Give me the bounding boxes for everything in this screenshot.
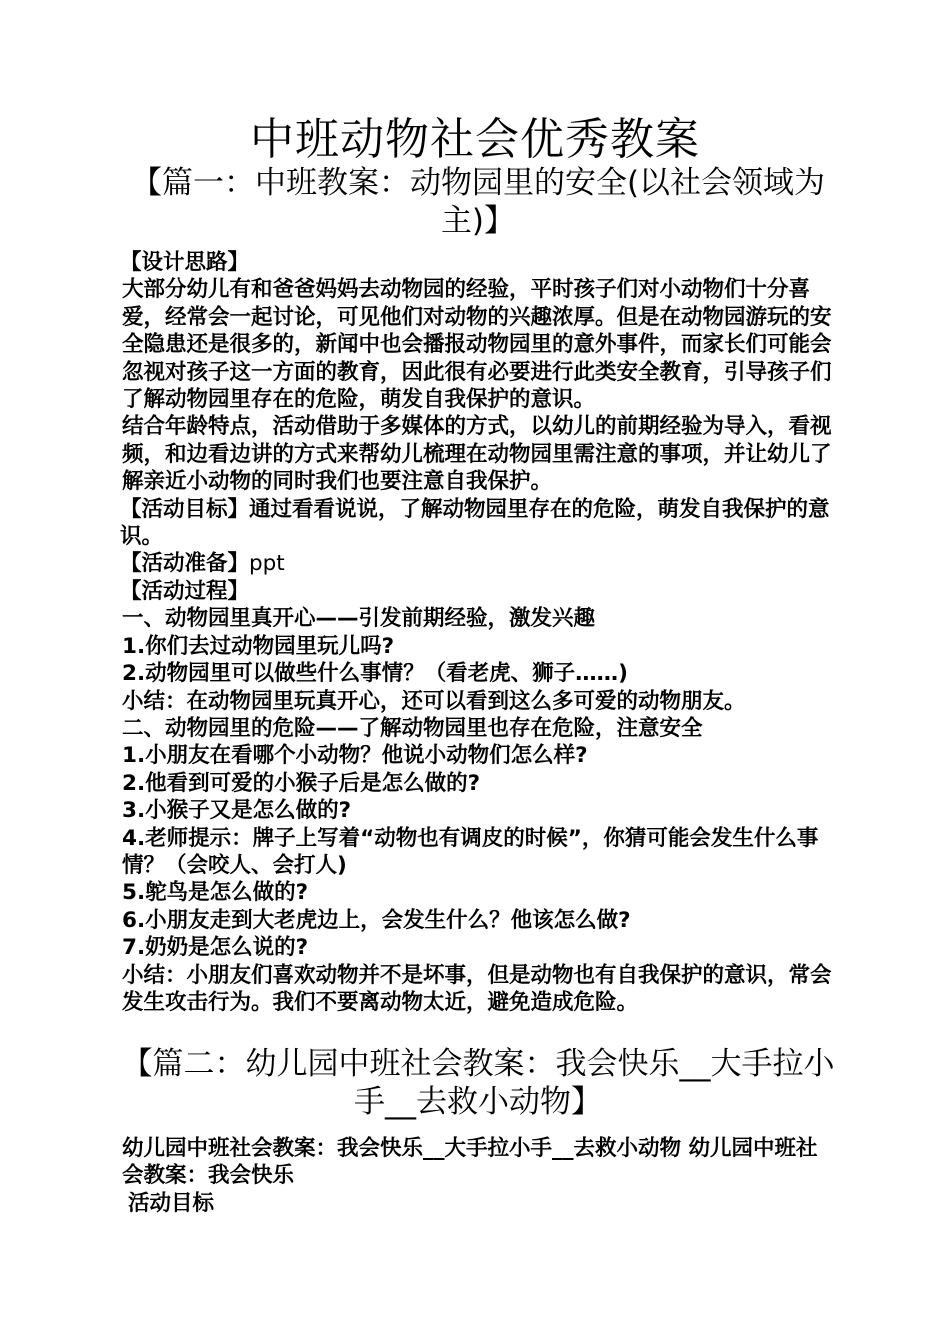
section1-body [116, 249, 836, 1016]
prep-value: ppt [249, 551, 285, 577]
prep-label: 【活动准备】 [120, 551, 250, 577]
section2-body [116, 1135, 836, 1217]
section2-heading: 【篇二：幼儿园中班社会教案：我会快乐__大手拉小手__去救小动物】 [121, 1046, 835, 1120]
section2-goal-label: 活动目标 [128, 1190, 215, 1216]
activity-goal: 【活动目标】通过看看说说，了解动物园里存在的危险，萌发自我保护的意识。 [120, 496, 830, 550]
part2-question-3: 3.小猴子又是怎么做的? [122, 798, 352, 824]
part2-question-7: 7.奶奶是怎么说的? [122, 935, 309, 961]
section1-heading: 【篇一：中班教案：动物园里的安全(以社会领域为主)】 [130, 165, 826, 239]
part2-question-5: 5.鸵鸟是怎么做的? [122, 880, 309, 906]
design-paragraph-1: 大部分幼儿有和爸爸妈妈去动物园的经验，平时孩子们对小动物们十分喜爱，经常会一起讨论，可见他们对动物的兴趣浓厚。但是在动物园游玩的安全隐患还是很多的，新闻中也会播报动物园里的意外事件，而家长们可能会忽视对孩子这一方面的教育，因此很有必要进行此类安全教育，引导孩子们了解动物园里存在的危险，萌发自我保护的意识。 [122, 277, 832, 413]
design-paragraph-2: 结合年龄特点，活动借助于多媒体的方式，以幼儿的前期经验为导入，看视频，和边看边讲的方式来帮幼儿梳理在动物园里需注意的事项，并让幼儿了解亲近小动物的同时我们也要注意自我保护。 [122, 414, 832, 495]
part2-title: 二、动物园里的危险——了解动物园里也存在危险，注意安全 [122, 715, 703, 741]
part1-summary: 小结：在动物园里玩真开心，还可以看到这么多可爱的动物朋友。 [122, 688, 746, 714]
part1-question-2: 2.动物园里可以做些什么事情？（看老虎、狮子……) [122, 661, 628, 687]
document-title: 中班动物社会优秀教案 [250, 114, 700, 165]
part2-question-4: 4.老师提示：牌子上写着“动物也有调皮的时候”，你猜可能会发生什么事情？（会咬人、会打人) [122, 825, 819, 878]
part2-question-2: 2.他看到可爱的小猴子后是怎么做的? [122, 770, 481, 796]
part2-summary: 小结：小朋友们喜欢动物并不是坏事，但是动物也有自我保护的意识，常会发生攻击行为。我们不要离动物太近，避免造成危险。 [122, 962, 832, 1015]
part1-title: 一、动物园里真开心——引发前期经验，激发兴趣 [122, 606, 596, 632]
part1-question-1: 1.你们去过动物园里玩儿吗? [122, 633, 395, 659]
part2-question-6: 6.小朋友走到大老虎边上，会发生什么？他该怎么做? [122, 907, 631, 933]
part2-question-1: 1.小朋友在看哪个小动物？他说小动物们怎么样? [122, 743, 588, 769]
design-label: 【设计思路】 [120, 250, 250, 275]
section2-intro: 幼儿园中班社会教案：我会快乐__大手拉小手__去救小动物 幼儿园中班社会教案：我会快乐 [122, 1136, 818, 1189]
activity-prep [116, 550, 836, 577]
process-label: 【活动过程】 [120, 578, 250, 604]
